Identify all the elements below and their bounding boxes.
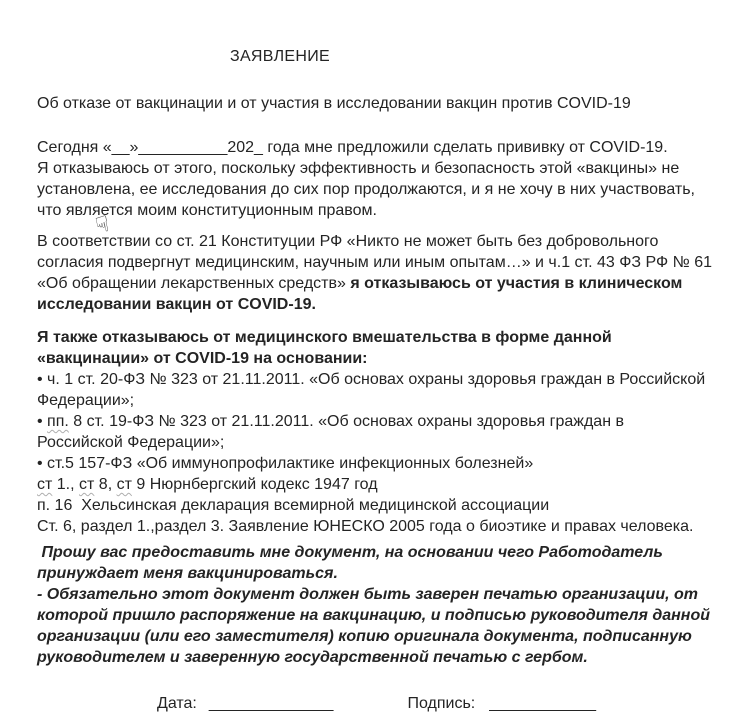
document-title: ЗАЯВЛЕНИЕ <box>230 48 330 65</box>
subject-paragraph <box>37 93 711 114</box>
subject-line: Об отказе от вакцинации и от участия в исследовании вакцин против COVID-19 <box>37 95 631 112</box>
text-line: Я отказываюсь от этого, поскольку эффективность и безопасность этой «вакцины» не <box>37 160 680 177</box>
text-line: Прошу вас предоставить мне документ, на основании чего Работодатель <box>37 544 663 561</box>
signature-footer <box>37 693 711 714</box>
text-line: В соответствии со ст. 21 Конституции РФ «Никто не может быть без добровольного <box>37 233 659 250</box>
list-item <box>37 474 711 495</box>
text-line <box>37 273 711 294</box>
text-segment: 1., <box>52 476 80 493</box>
list-item <box>37 411 711 432</box>
text-segment: «Об обращении лекарственных средств» <box>37 275 351 292</box>
list-item: • ч. 1 ст. 20-ФЗ № 323 от 21.11.2011. «Об основах охраны здоровья граждан в Российской <box>37 371 706 388</box>
list-item: п. 16 Хельсинская декларация всемирной медицинской ассоциации <box>37 497 550 514</box>
text-line: «вакцинации» от COVID-19 на основании: <box>37 350 368 367</box>
spellcheck-word: пп. <box>47 413 69 430</box>
text-segment: 8, <box>94 476 117 493</box>
list-item-continuation: Федерации»; <box>37 392 135 409</box>
bold-refusal-segment: я отказываюсь от участия в клиническом <box>350 275 683 292</box>
spellcheck-word: ст <box>37 476 53 493</box>
list-item-continuation: Российской Федерации»; <box>37 434 225 451</box>
signature-blank-field: ____________ <box>489 695 596 712</box>
hand-cursor-icon: ☟ <box>93 211 112 240</box>
demand-paragraph <box>37 542 711 668</box>
legal-references-list <box>37 369 711 537</box>
date-label: Дата: <box>157 695 197 712</box>
text-segment: 9 Нюрнбергский кодекс 1947 год <box>131 476 378 493</box>
text-line: согласия подвергнут медицинским, научным или иным опытам…» и ч.1 ст. 43 ФЗ РФ № 61 <box>37 254 713 271</box>
text-line: которой пришло распоряжение на вакцинацию, и подписью руководителя данной <box>37 607 711 624</box>
text-line: Сегодня «__»__________202_ года мне предложили сделать прививку от COVID-19. <box>37 139 668 156</box>
intro-paragraph <box>37 137 711 221</box>
spellcheck-word: ст <box>79 476 95 493</box>
text-line: принуждает меня вакцинироваться. <box>37 565 338 582</box>
signature-label: Подпись: <box>407 695 476 712</box>
text-line: установлена, ее исследования до сих пор продолжаются, и я не хочу в них участвовать, <box>37 181 695 198</box>
text-line: Я также отказываюсь от медицинского вмешательства в форме данной <box>37 329 612 346</box>
text-line: - Обязательно этот документ должен быть заверен печатью организации, от <box>37 586 698 603</box>
legal-basis-paragraph <box>37 231 711 315</box>
text-line: что является моим конституционным правом. <box>37 202 377 219</box>
bullet-marker: • <box>37 413 48 430</box>
date-blank-field: ______________ <box>208 695 334 712</box>
text-line: организации (или его заместителя) копию оригинала документа, подписанную <box>37 628 692 645</box>
list-item: Ст. 6, раздел 1.,раздел 3. Заявление ЮНЕСКО 2005 года о биоэтике и правах человека. <box>37 518 694 535</box>
refusal-header-paragraph <box>37 327 711 369</box>
bold-refusal-line: исследовании вакцин от COVID-19. <box>37 296 316 313</box>
spellcheck-word: ст <box>116 476 132 493</box>
text-segment: 8 ст. 19-ФЗ № 323 от 21.11.2011. «Об основах охраны здоровья граждан в <box>68 413 624 430</box>
text-line: руководителем и заверенную государственной печатью с гербом. <box>37 649 588 666</box>
list-item: • ст.5 157-ФЗ «Об иммунопрофилактике инфекционных болезней» <box>37 455 534 472</box>
